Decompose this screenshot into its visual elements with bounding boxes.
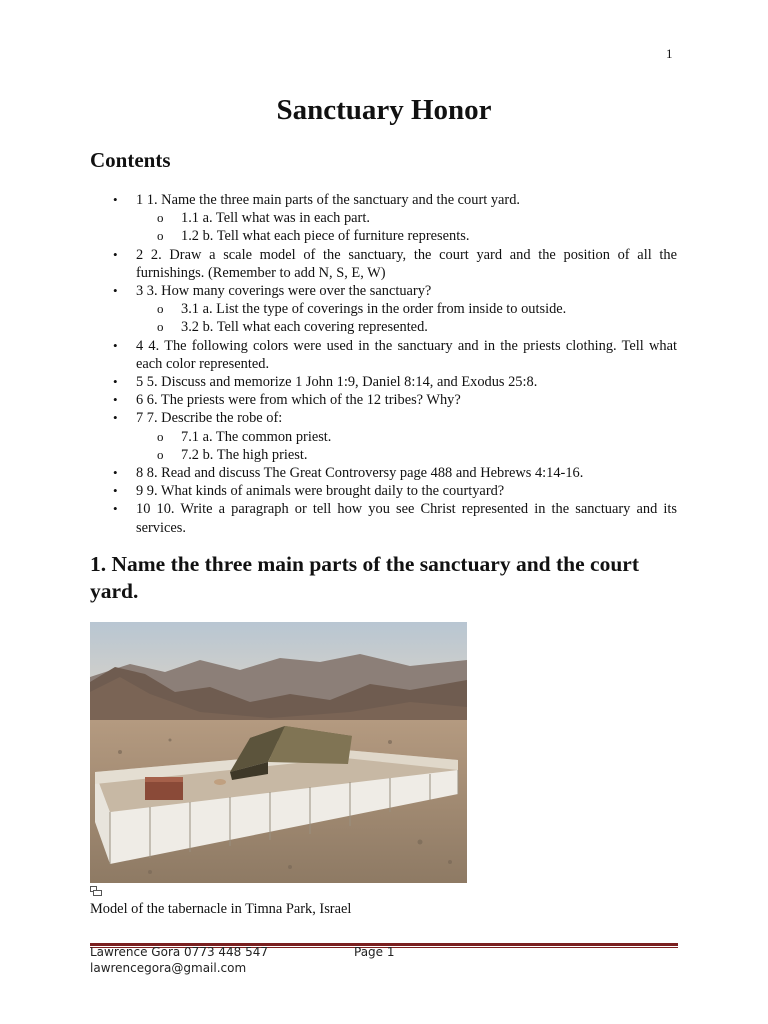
toc-item[interactable] [0,464,677,482]
page-footer [90,944,678,976]
toc-item-label: 7.2 b. The high priest. [181,446,308,463]
toc-item[interactable] [0,282,677,300]
toc-item-label: 3.1 a. List the type of coverings in the order from inside to outside. [181,301,567,318]
image-anchor-icon [90,883,102,893]
toc-item-label: 2 2. Draw a scale model of the sanctuary, the court yard and the position of all the furnishings. (Remember to add N, S, E, W) [136,246,677,281]
toc-item-label: 7 7. Describe the robe of: [136,410,283,427]
bullet-icon: • [113,392,118,408]
bullet-icon: • [113,483,118,499]
toc-item-label: 3 3. How many coverings were over the sanctuary? [136,283,432,300]
toc-item[interactable] [0,428,677,446]
bullet-icon: • [113,192,118,207]
bullet-icon: • [113,465,118,481]
toc-item-label: 3.2 b. Tell what each covering represented. [181,319,428,336]
tabernacle-model-photo [90,622,467,883]
contents-heading: Contents [90,148,171,172]
toc-item[interactable] [0,246,677,282]
toc-item[interactable] [0,446,677,464]
toc-item[interactable] [0,391,677,409]
footer-page-label: Page 1 [354,945,395,959]
sub-bullet-icon: o [157,446,164,462]
toc-item[interactable] [0,209,677,227]
toc-item-label: 10 10. Write a paragraph or tell how you see Christ represented in the sanctuary and its services. [136,501,677,536]
footer-author: Lawrence Gora 0773 448 547 [90,945,269,959]
toc-item[interactable] [0,500,677,536]
footer-email: lawrencegora@gmail.com [90,961,247,975]
bullet-icon: • [113,246,118,262]
section-heading: 1. Name the three main parts of the sanctuary and the court yard. [90,552,639,603]
page-number: 1 [666,46,673,61]
toc-item-label: 8 8. Read and discuss The Great Controversy page 488 and Hebrews 4:14-16. [136,465,584,482]
toc-item[interactable] [0,337,677,373]
toc-item-label: 1.2 b. Tell what each piece of furniture represents. [181,228,470,245]
toc-item-label: 7.1 a. The common priest. [181,428,332,445]
toc-item[interactable] [0,191,677,209]
sub-bullet-icon: o [157,228,164,244]
toc-item-label: 4 4. The following colors were used in the sanctuary and in the priests clothing. Tell what each color represented. [136,337,677,372]
toc-item[interactable] [0,318,677,336]
toc-item[interactable] [0,482,677,500]
bullet-icon: • [113,337,118,353]
sub-bullet-icon: o [157,301,164,317]
toc-item-label: 5 5. Discuss and memorize 1 John 1:9, Daniel 8:14, and Exodus 25:8. [136,374,538,391]
toc-item-label: 1 1. Name the three main parts of the sanctuary and the court yard. [136,192,521,208]
toc-item[interactable] [0,409,677,427]
bullet-icon: • [113,501,118,517]
image-caption: Model of the tabernacle in Timna Park, Israel [90,901,352,917]
toc-item[interactable] [0,300,677,318]
toc-item[interactable] [0,373,677,391]
bullet-icon: • [113,283,118,299]
sub-bullet-icon: o [157,210,164,226]
toc-item-label: 6 6. The priests were from which of the 12 tribes? Why? [136,392,461,409]
sub-bullet-icon: o [157,319,164,335]
bullet-icon: • [113,374,118,390]
document-title: Sanctuary Honor [276,94,492,126]
table-of-contents [0,191,768,537]
toc-item[interactable] [0,227,677,245]
sub-bullet-icon: o [157,428,164,444]
toc-item-label: 9 9. What kinds of animals were brought daily to the courtyard? [136,483,505,500]
toc-item-label: 1.1 a. Tell what was in each part. [181,210,370,227]
bullet-icon: • [113,410,118,426]
